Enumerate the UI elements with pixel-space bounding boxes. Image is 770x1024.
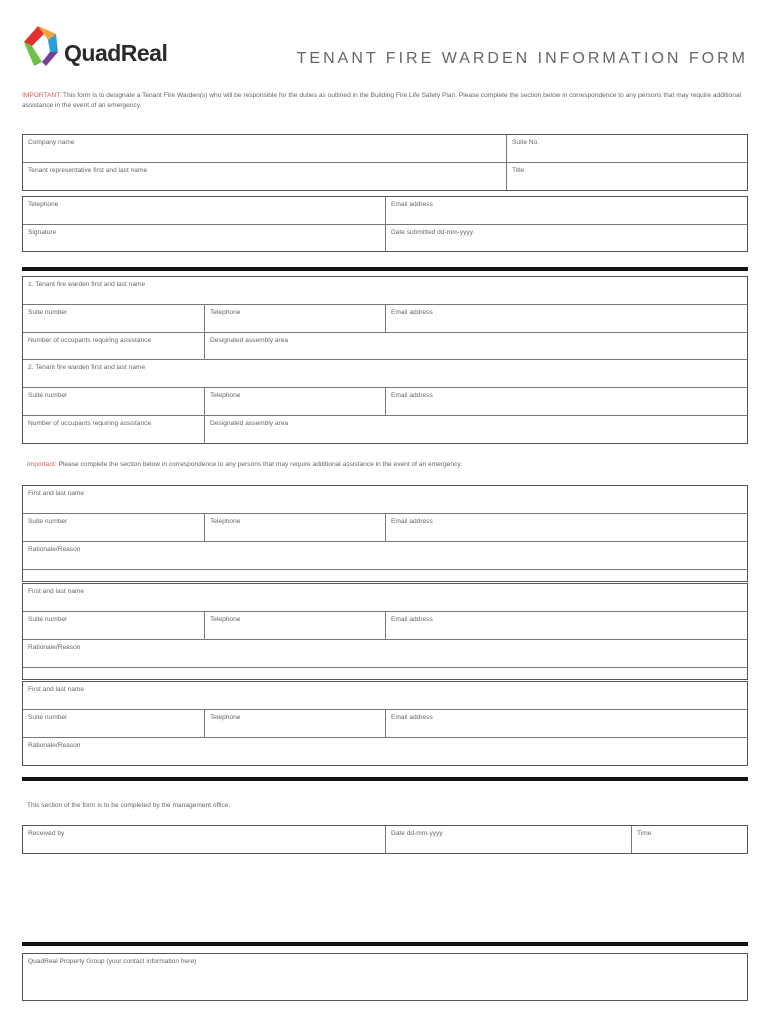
suite-no-field[interactable] <box>507 135 747 163</box>
person-2-rationale-label: Rationale/Reason <box>28 644 81 651</box>
suite-no-label: Suite No. <box>512 139 540 146</box>
person-2-name-label: First and last name <box>28 588 85 595</box>
intro-text <box>22 91 748 111</box>
person-3-rationale-label: Rationale/Reason <box>28 742 81 749</box>
person-2-box <box>22 583 748 680</box>
form-title: TENANT FIRE WARDEN INFORMATION FORM <box>296 50 748 67</box>
person-2-email-label: Email address <box>391 616 433 623</box>
person-3-telephone-field[interactable] <box>205 710 386 738</box>
warden-2-suite-field[interactable] <box>23 388 205 416</box>
office-date-label: Date dd-mm-yyyy <box>391 830 443 837</box>
person-3-name-field[interactable] <box>23 682 747 710</box>
warden-2-name-field[interactable] <box>23 360 747 388</box>
wardens-box <box>22 276 748 444</box>
warden-1-email-label: Email address <box>391 309 433 316</box>
warden-2-assembly-label: Designated assembly area <box>210 420 289 427</box>
section-divider-1 <box>22 267 748 271</box>
intro-body: This form is to designate a Tenant Fire Warden(s) who will be responsible for the duties as outlined in the Building Fire Life Safety Plan. Please complete the section below in correspondence to any persons that may require additional assistance in the event of an emergency. <box>22 92 742 109</box>
person-2-name-field[interactable] <box>23 584 747 612</box>
warden-1-suite-label: Suite number <box>28 309 68 316</box>
office-time-field[interactable] <box>632 826 747 853</box>
warden-2-telephone-label: Telephone <box>210 392 241 399</box>
email-field[interactable] <box>386 197 747 225</box>
warden-1-heading: 1. Tenant fire warden first and last name <box>28 281 146 288</box>
assistance-note-text: Please complete the section below in correspondence to any persons that may require additional assistance in the event of an emergency. <box>56 461 462 468</box>
person-2-suite-label: Suite number <box>28 616 68 623</box>
signature-label: Signature <box>28 229 57 236</box>
warden-1-telephone-label: Telephone <box>210 309 241 316</box>
person-1-name-label: First and last name <box>28 490 85 497</box>
office-date-field[interactable] <box>386 826 632 853</box>
person-3-email-field[interactable] <box>386 710 747 738</box>
person-1-rationale-label: Rationale/Reason <box>28 546 81 553</box>
warden-1-name-field[interactable] <box>23 277 747 305</box>
warden-1-telephone-field[interactable] <box>205 305 386 333</box>
person-2-telephone-label: Telephone <box>210 616 241 623</box>
person-1-name-field[interactable] <box>23 486 747 514</box>
warden-1-occupants-field[interactable] <box>23 333 205 360</box>
person-3-email-label: Email address <box>391 714 433 721</box>
office-time-label: Time <box>637 830 652 837</box>
person-1-suite-label: Suite number <box>28 518 68 525</box>
person-1-email-field[interactable] <box>386 514 747 542</box>
person-3-rationale-field[interactable] <box>23 738 747 765</box>
person-2-rationale-field[interactable] <box>23 640 747 668</box>
rep-name-label: Tenant representative first and last name <box>28 167 148 174</box>
warden-2-assembly-field[interactable] <box>205 416 747 443</box>
warden-2-telephone-field[interactable] <box>205 388 386 416</box>
received-by-field[interactable] <box>23 826 386 853</box>
warden-2-email-field[interactable] <box>386 388 747 416</box>
warden-2-suite-label: Suite number <box>28 392 68 399</box>
warden-2-occupants-label: Number of occupants requiring assistance <box>28 420 152 427</box>
warden-2-heading: 2. Tenant fire warden first and last name <box>28 364 146 371</box>
tenant-info-box-1 <box>22 134 748 191</box>
person-3-telephone-label: Telephone <box>210 714 241 721</box>
footer-contact-text: QuadReal Property Group (your contact information here) <box>28 958 197 965</box>
person-1-email-label: Email address <box>391 518 433 525</box>
warden-1-assembly-label: Designated assembly area <box>210 337 289 344</box>
rep-title-label: Title <box>512 167 525 174</box>
telephone-label: Telephone <box>28 201 59 208</box>
received-by-label: Received by <box>28 830 65 837</box>
assistance-note <box>27 461 462 468</box>
person-1-telephone-field[interactable] <box>205 514 386 542</box>
quadreal-logo <box>22 22 197 72</box>
date-submitted-label: Date submitted dd-mm-yyyy <box>391 229 474 236</box>
date-submitted-field[interactable] <box>386 225 747 251</box>
person-2-suite-field[interactable] <box>23 612 205 640</box>
person-3-suite-label: Suite number <box>28 714 68 721</box>
office-section-note: This section of the form is to be completed by the management office. <box>27 802 231 809</box>
assistance-important-label: Important: <box>27 461 57 468</box>
warden-2-email-label: Email address <box>391 392 433 399</box>
company-name-field[interactable] <box>23 135 507 163</box>
rep-name-field[interactable] <box>23 163 507 190</box>
footer-contact-box[interactable] <box>22 953 748 1001</box>
telephone-field[interactable] <box>23 197 386 225</box>
office-box <box>22 825 748 854</box>
warden-2-occupants-field[interactable] <box>23 416 205 443</box>
person-3-name-label: First and last name <box>28 686 85 693</box>
person-3-suite-field[interactable] <box>23 710 205 738</box>
person-2-telephone-field[interactable] <box>205 612 386 640</box>
warden-1-suite-field[interactable] <box>23 305 205 333</box>
person-2-email-field[interactable] <box>386 612 747 640</box>
person-1-rationale-field[interactable] <box>23 542 747 570</box>
person-1-box <box>22 485 748 582</box>
person-1-telephone-label: Telephone <box>210 518 241 525</box>
warden-1-email-field[interactable] <box>386 305 747 333</box>
person-3-box <box>22 681 748 766</box>
tenant-info-box-2 <box>22 196 748 252</box>
section-divider-2 <box>22 777 748 781</box>
warden-1-assembly-field[interactable] <box>205 333 747 360</box>
warden-1-occupants-label: Number of occupants requiring assistance <box>28 337 152 344</box>
intro-important-label: IMPORTANT: <box>22 92 62 99</box>
section-divider-3 <box>22 942 748 946</box>
brand-name: QuadReal <box>64 40 168 66</box>
person-1-suite-field[interactable] <box>23 514 205 542</box>
email-label: Email address <box>391 201 433 208</box>
quadreal-logo-icon <box>22 22 62 68</box>
company-name-label: Company name <box>28 139 75 146</box>
signature-field[interactable] <box>23 225 386 251</box>
rep-title-field[interactable] <box>507 163 747 190</box>
